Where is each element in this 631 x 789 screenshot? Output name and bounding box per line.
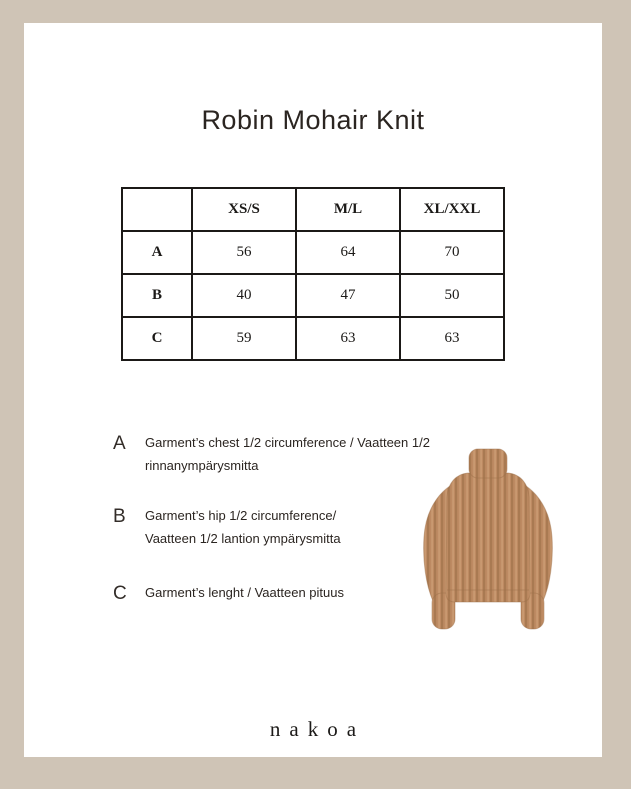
row-label-b: B [122, 274, 192, 317]
size-chart-card [24, 23, 602, 757]
row-label-a: A [122, 231, 192, 274]
table-corner-cell [122, 188, 192, 231]
value-a-xs-s: 56 [192, 231, 296, 274]
legend-text-c-line1: Garment’s lenght / Vaatteen pituus [145, 585, 344, 600]
legend-text-a [145, 431, 430, 477]
brand-logo: nakoa [269, 717, 366, 741]
legend-text-a-line2: rinnanympärysmitta [145, 458, 259, 473]
column-header-m-l: M/L [296, 188, 400, 231]
table-header-row [122, 188, 504, 231]
value-a-m-l: 64 [296, 231, 400, 274]
sweater-body [446, 473, 530, 602]
legend-text-b [145, 504, 341, 550]
size-table [121, 187, 505, 361]
legend-label-c: C [113, 583, 127, 604]
legend-text-b-line2: Vaatteen 1/2 lantion ympärysmitta [145, 531, 341, 546]
table-row-b [122, 274, 504, 317]
legend-text-c [145, 581, 344, 604]
value-b-xl-xxl: 50 [400, 274, 504, 317]
sweater-product-image [420, 447, 556, 635]
row-label-c: C [122, 317, 192, 360]
sweater-collar [469, 449, 507, 478]
value-c-m-l: 63 [296, 317, 400, 360]
legend-label-b: B [113, 506, 126, 527]
value-c-xl-xxl: 63 [400, 317, 504, 360]
value-b-m-l: 47 [296, 274, 400, 317]
value-c-xs-s: 59 [192, 317, 296, 360]
value-a-xl-xxl: 70 [400, 231, 504, 274]
table-row-c [122, 317, 504, 360]
legend-text-a-line1: Garment’s chest 1/2 circumference / Vaatteen 1/2 [145, 435, 430, 450]
legend-text-b-line1: Garment’s hip 1/2 circumference/ [145, 508, 337, 523]
value-b-xs-s: 40 [192, 274, 296, 317]
legend-label-a: A [113, 433, 126, 454]
column-header-xs-s: XS/S [192, 188, 296, 231]
table-row-a [122, 231, 504, 274]
product-title: Robin Mohair Knit [201, 105, 425, 135]
column-header-xl-xxl: XL/XXL [400, 188, 504, 231]
